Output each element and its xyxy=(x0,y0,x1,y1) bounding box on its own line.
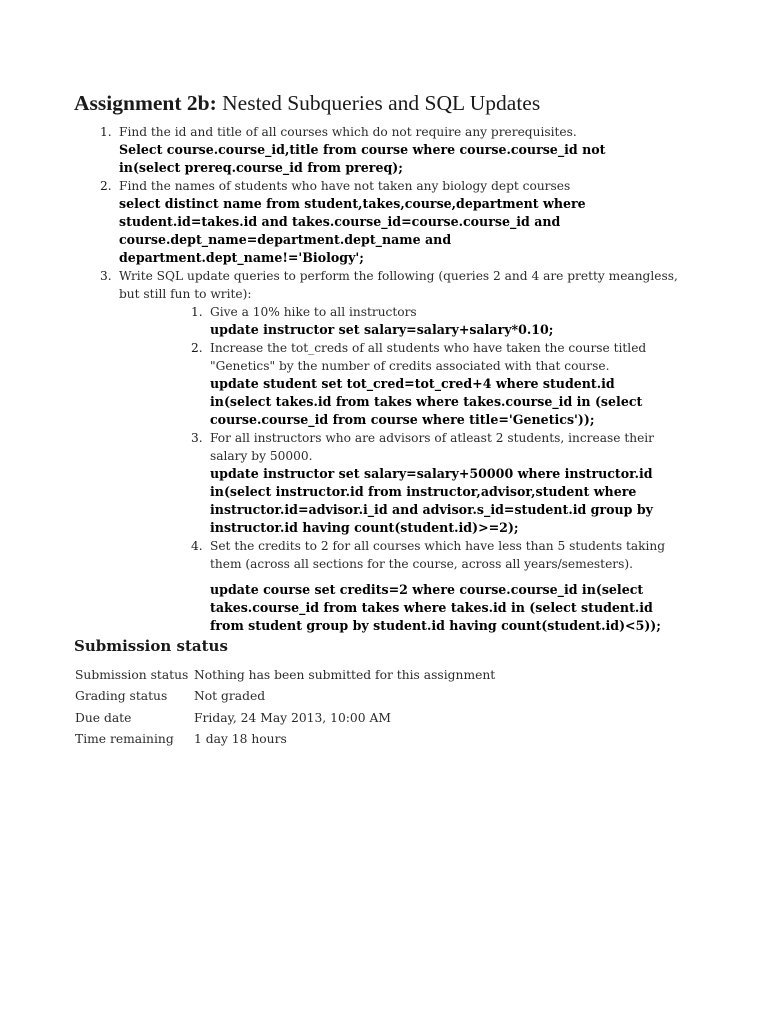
row-value: 1 day 18 hours xyxy=(194,732,287,747)
subquestion-item xyxy=(100,339,700,429)
question-number: 1. xyxy=(100,125,112,139)
answer-query: update instructor set salary=salary+50000 where instructor.id in(select instructor.id from instructor,advisor,student where instructor.id=advisor.i_id and advisor.s_id=student.id group by instructor.id having count(student.id)>=2); xyxy=(210,466,653,535)
question-text: Write SQL update queries to perform the following (queries 2 and 4 are pretty meangless, but still fun to write): xyxy=(119,269,678,301)
subquestion-item xyxy=(100,303,700,339)
page-title xyxy=(74,89,540,117)
answer-query: select distinct name from student,takes,course,department where student.id=takes.id and takes.course_id=course.course_id and course.dept_name=department.dept_name and department.dept_name!='Biology'; xyxy=(119,196,586,265)
subquestion-number: 3. xyxy=(191,431,203,445)
question-text: Find the names of students who have not taken any biology dept courses xyxy=(119,179,571,193)
submission-status-heading: Submission status xyxy=(74,637,228,655)
title-prefix: Assignment 2b: xyxy=(74,91,217,115)
table-row xyxy=(75,686,495,708)
title-text: Nested Subqueries and SQL Updates xyxy=(222,91,541,115)
subquestion-text: For all instructors who are advisors of atleast 2 students, increase their salary by 50000. xyxy=(210,431,655,463)
question-item xyxy=(100,177,700,267)
row-value: Not graded xyxy=(194,689,266,704)
question-text: Find the id and title of all courses which do not require any prerequisites. xyxy=(119,125,577,139)
subquestion-number: 1. xyxy=(191,305,203,319)
question-item xyxy=(100,123,700,177)
subquestion-number: 2. xyxy=(191,341,203,355)
row-label: Time remaining xyxy=(75,732,174,747)
row-label: Grading status xyxy=(75,689,168,704)
subquestion-text: Set the credits to 2 for all courses which have less than 5 students taking them (across all sections for the course, across all years/semesters). xyxy=(210,539,666,571)
subquestion-group xyxy=(100,303,700,635)
question-number: 3. xyxy=(100,269,112,283)
table-row xyxy=(75,707,495,729)
answer-query: update instructor set salary=salary+salary*0.10; xyxy=(210,322,554,337)
question-number: 2. xyxy=(100,179,112,193)
subquestion-item xyxy=(100,429,700,537)
subquestion-text: Increase the tot_creds of all students who have taken the course titled "Genetics" by the number of credits associated with that course. xyxy=(210,341,647,373)
subquestion-text: Give a 10% hike to all instructors xyxy=(210,305,417,319)
subquestion-item xyxy=(100,537,700,635)
answer-query: update student set tot_cred=tot_cred+4 where student.id in(select takes.id from takes where takes.course_id in (select course.course_id from course where title='Genetics')); xyxy=(210,376,643,427)
question-item xyxy=(100,267,700,303)
row-value: Friday, 24 May 2013, 10:00 AM xyxy=(194,710,391,725)
row-label: Submission status xyxy=(75,667,189,682)
question-list xyxy=(100,123,700,635)
subquestion-list xyxy=(100,303,700,635)
row-value: Nothing has been submitted for this assignment xyxy=(194,667,496,682)
row-label: Due date xyxy=(75,710,132,725)
submission-status-table xyxy=(75,664,495,750)
answer-query: update course set credits=2 where course.course_id in(select takes.course_id from takes where takes.id in (select student.id from student group by student.id having count(student.id)<5)); xyxy=(210,582,661,633)
table-row xyxy=(75,729,495,751)
table-row xyxy=(75,664,495,686)
subquestion-number: 4. xyxy=(191,539,203,553)
answer-query: Select course.course_id,title from course where course.course_id not in(select prereq.course_id from prereq); xyxy=(119,142,606,175)
